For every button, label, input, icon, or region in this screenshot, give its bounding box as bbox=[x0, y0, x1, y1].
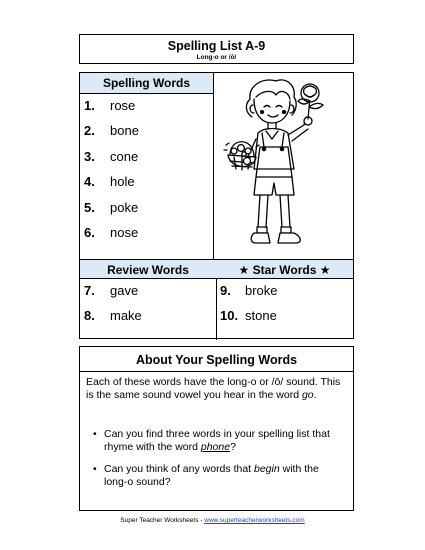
footer bbox=[0, 517, 425, 524]
page-title: Spelling List A-9 bbox=[167, 39, 266, 53]
list-item: 8. make bbox=[84, 308, 142, 323]
about-paragraph: Each of these words have the long-o or /ō/ sound. This is the same sound vowel you hear in the word go. bbox=[86, 376, 341, 401]
about-heading: About Your Spelling Words bbox=[135, 353, 298, 367]
review-words-heading: Review Words bbox=[80, 259, 217, 279]
list-item: 6. nose bbox=[84, 225, 139, 240]
footer-link[interactable]: www.superteacherworksheets.com bbox=[204, 517, 305, 524]
spelling-words-heading: Spelling Words bbox=[80, 73, 214, 94]
list-item: 7. gave bbox=[84, 283, 139, 298]
question-list bbox=[80, 428, 344, 498]
footer-brand: Super Teacher Worksheets - bbox=[120, 517, 205, 524]
about-box bbox=[79, 346, 354, 511]
list-item: 3. cone bbox=[84, 149, 139, 164]
list-item: 9. broke bbox=[220, 283, 278, 298]
divider bbox=[80, 371, 353, 372]
word-table bbox=[79, 72, 354, 339]
list-item: 10. stone bbox=[220, 308, 277, 323]
title-box bbox=[79, 34, 354, 64]
list-item: 2. bone bbox=[84, 123, 139, 138]
page-subtitle: Long-o or /ō/ bbox=[196, 54, 237, 61]
list-item: 4. hole bbox=[84, 174, 135, 189]
question-item: • Can you find three words in your spelling list that rhyme with the word phone? bbox=[104, 428, 344, 454]
divider bbox=[213, 73, 214, 259]
divider bbox=[216, 279, 217, 340]
list-item: 1. rose bbox=[84, 98, 136, 113]
girl-with-flower-illustration bbox=[220, 77, 352, 257]
question-item: • Can you think of any words that begin with the long-o sound? bbox=[104, 463, 344, 489]
list-item: 5. poke bbox=[84, 200, 139, 215]
star-words-heading: ★ Star Words ★ bbox=[216, 259, 353, 279]
